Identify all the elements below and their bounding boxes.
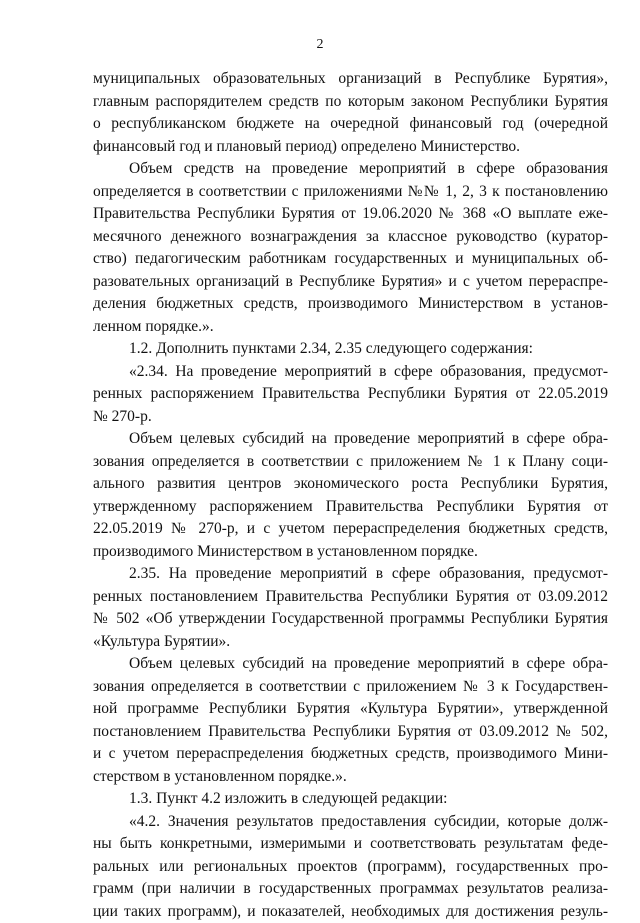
text-line: муниципальных образовательных организаций в Республике Бурятия», (93, 68, 608, 91)
text-line: «Культура Бурятии». (93, 631, 608, 654)
text-line: зования определяется в соответствии с приложением № 1 к Плану соци- (93, 451, 608, 474)
text-line: ны быть конкретными, измеримыми и соответствовать результатам феде- (93, 833, 608, 856)
text-line: производимого Министерством в установленном порядке. (93, 541, 608, 564)
text-line: 1.2. Дополнить пунктами 2.34, 2.35 следующего содержания: (129, 338, 608, 361)
text-line: грамм (при наличии в государственных программах результатов реализа- (93, 878, 608, 901)
text-line: ство) педагогическим работникам государственных и муниципальных об- (93, 248, 608, 271)
text-line: Объем целевых субсидий на проведение мероприятий в сфере обра- (129, 653, 608, 676)
text-line: 22.05.2019 № 270-р, и с учетом перераспределения бюджетных средств, (93, 518, 608, 541)
text-line: Правительства Республики Бурятия от 19.06.2020 № 368 «О выплате еже- (93, 203, 608, 226)
text-line: стерством в установленном порядке.». (93, 766, 608, 789)
text-line: о республиканском бюджете на очередной финансовый год (очередной (93, 113, 608, 136)
text-line: главным распорядителем средств по которым законом Республики Бурятия (93, 91, 608, 114)
text-line: финансовый год и плановый период) определено Министерство. (93, 136, 608, 159)
text-line: определяется в соответствии с приложениями №№ 1, 2, 3 к постановлению (93, 181, 608, 204)
text-line: ной программе Республики Бурятия «Культура Бурятии», утвержденной (93, 698, 608, 721)
text-line: «4.2. Значения результатов предоставления субсидии, которые долж- (129, 811, 608, 834)
text-line: № 270-р. (93, 406, 608, 429)
document-body (93, 68, 608, 923)
text-line: 2.35. На проведение мероприятий в сфере образования, предусмот- (129, 563, 608, 586)
text-line: деления бюджетных средств, производимого Министерством в установ- (93, 293, 608, 316)
text-line: разовательных организаций в Республике Бурятия» и с учетом перераспре- (93, 271, 608, 294)
text-line: ренных постановлением Правительства Республики Бурятия от 03.09.2012 (93, 586, 608, 609)
text-line: постановлением Правительства Республики Бурятия от 03.09.2012 № 502, (93, 721, 608, 744)
text-line: месячного денежного вознаграждения за классное руководство (куратор- (93, 226, 608, 249)
text-line: 1.3. Пункт 4.2 изложить в следующей редакции: (129, 788, 608, 811)
text-line: ального развития центров экономического роста Республики Бурятия, (93, 473, 608, 496)
text-line: ренных распоряжением Правительства Республики Бурятия от 22.05.2019 (93, 383, 608, 406)
text-line: и с учетом перераспределения бюджетных средств, производимого Мини- (93, 743, 608, 766)
text-line: ленном порядке.». (93, 316, 608, 339)
page-number: 2 (0, 37, 640, 53)
text-line: ции таких программ), и показателей, необходимых для достижения резуль- (93, 901, 608, 923)
text-line: Объем целевых субсидий на проведение мероприятий в сфере обра- (129, 428, 608, 451)
text-line: «2.34. На проведение мероприятий в сфере образования, предусмот- (129, 361, 608, 384)
text-line: зования определяется в соответствии с приложением № 3 к Государствен- (93, 676, 608, 699)
text-line: утвержденному распоряжением Правительства Республики Бурятия от (93, 496, 608, 519)
text-line: № 502 «Об утверждении Государственной программы Республики Бурятия (93, 608, 608, 631)
text-line: ральных или региональных проектов (программ), государственных про- (93, 856, 608, 879)
text-line: Объем средств на проведение мероприятий в сфере образования (129, 158, 608, 181)
